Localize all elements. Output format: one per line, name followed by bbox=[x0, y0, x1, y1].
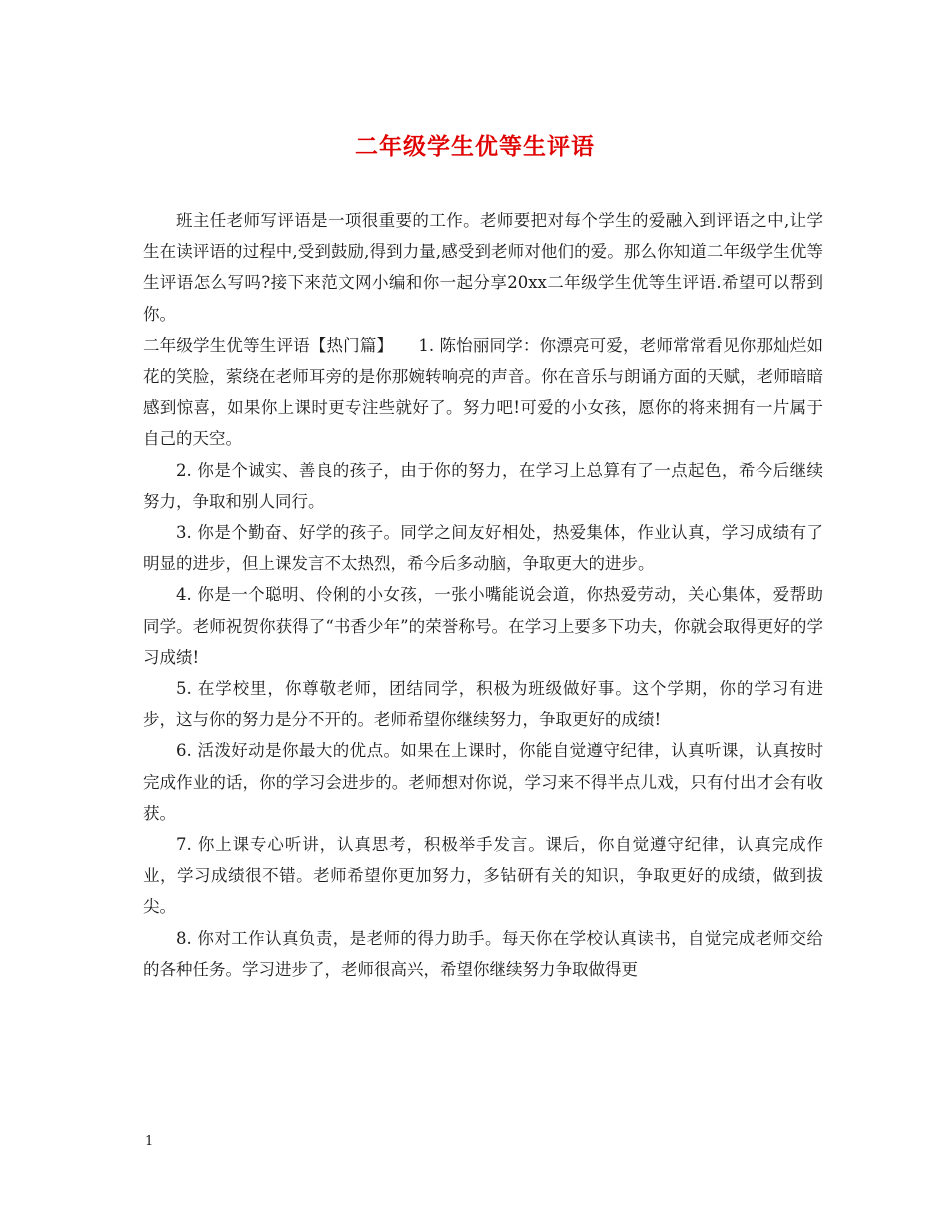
comment-paragraph-1: 二年级学生优等生评语【热门篇】 1. 陈怡丽同学：你漂亮可爱，老师常常看见你那灿烂如花的笑脸，萦绕在老师耳旁的是你那婉转响亮的声音。你在音乐与朗诵方面的天赋，老师暗暗感到惊喜，如果你上课时更专注些就好了。努力吧!可爱的小女孩，愿你的将来拥有一片属于自己的天空。 bbox=[143, 335, 823, 449]
comment-paragraph-8: 8. 你对工作认真负责，是老师的得力助手。每天你在学校认真读书，自觉完成老师交给的各种任务。学习进步了，老师很高兴，希望你继续努力争取做得更 bbox=[143, 928, 823, 979]
comment-paragraph-4: 4. 你是一个聪明、伶俐的小女孩，一张小嘴能说会道，你热爱劳动，关心集体，爱帮助同学。老师祝贺你获得了“书香少年”的荣誉称号。在学习上要多下功夫，你就会取得更好的学习成绩! bbox=[143, 585, 823, 667]
comment-paragraph-2: 2. 你是个诚实、善良的孩子，由于你的努力，在学习上总算有了一点起色，希今后继续努力，争取和别人同行。 bbox=[143, 460, 823, 511]
document-body bbox=[143, 205, 823, 985]
document-title: 二年级学生优等生评语 bbox=[355, 133, 595, 160]
comment-paragraph-3: 3. 你是个勤奋、好学的孩子。同学之间友好相处，热爱集体，作业认真，学习成绩有了明显的进步，但上课发言不太热烈，希今后多动脑，争取更大的进步。 bbox=[143, 523, 823, 574]
comment-paragraph-5: 5. 在学校里，你尊敬老师，团结同学，积极为班级做好事。这个学期，你的学习有进步，这与你的努力是分不开的。老师希望你继续努力，争取更好的成绩! bbox=[143, 679, 823, 730]
intro-paragraph: 班主任老师写评语是一项很重要的工作。老师要把对每个学生的爱融入到评语之中,让学生在读评语的过程中,受到鼓励,得到力量,感受到老师对他们的爱。那么你知道二年级学生优等生评语怎么写吗?接下来范文网小编和你一起分享20xx二年级学生优等生评语.希望可以帮到你。 bbox=[143, 211, 823, 324]
comment-paragraph-6: 6. 活泼好动是你最大的优点。如果在上课时，你能自觉遵守纪律，认真听课，认真按时完成作业的话，你的学习会进步的。老师想对你说，学习来不得半点儿戏，只有付出才会有收获。 bbox=[143, 741, 823, 823]
page-number: 1 bbox=[145, 1134, 154, 1149]
comment-paragraph-7: 7. 你上课专心听讲，认真思考，积极举手发言。课后，你自觉遵守纪律，认真完成作业，学习成绩很不错。老师希望你更加努力，多钻研有关的知识，争取更好的成绩，做到拔尖。 bbox=[143, 835, 823, 917]
